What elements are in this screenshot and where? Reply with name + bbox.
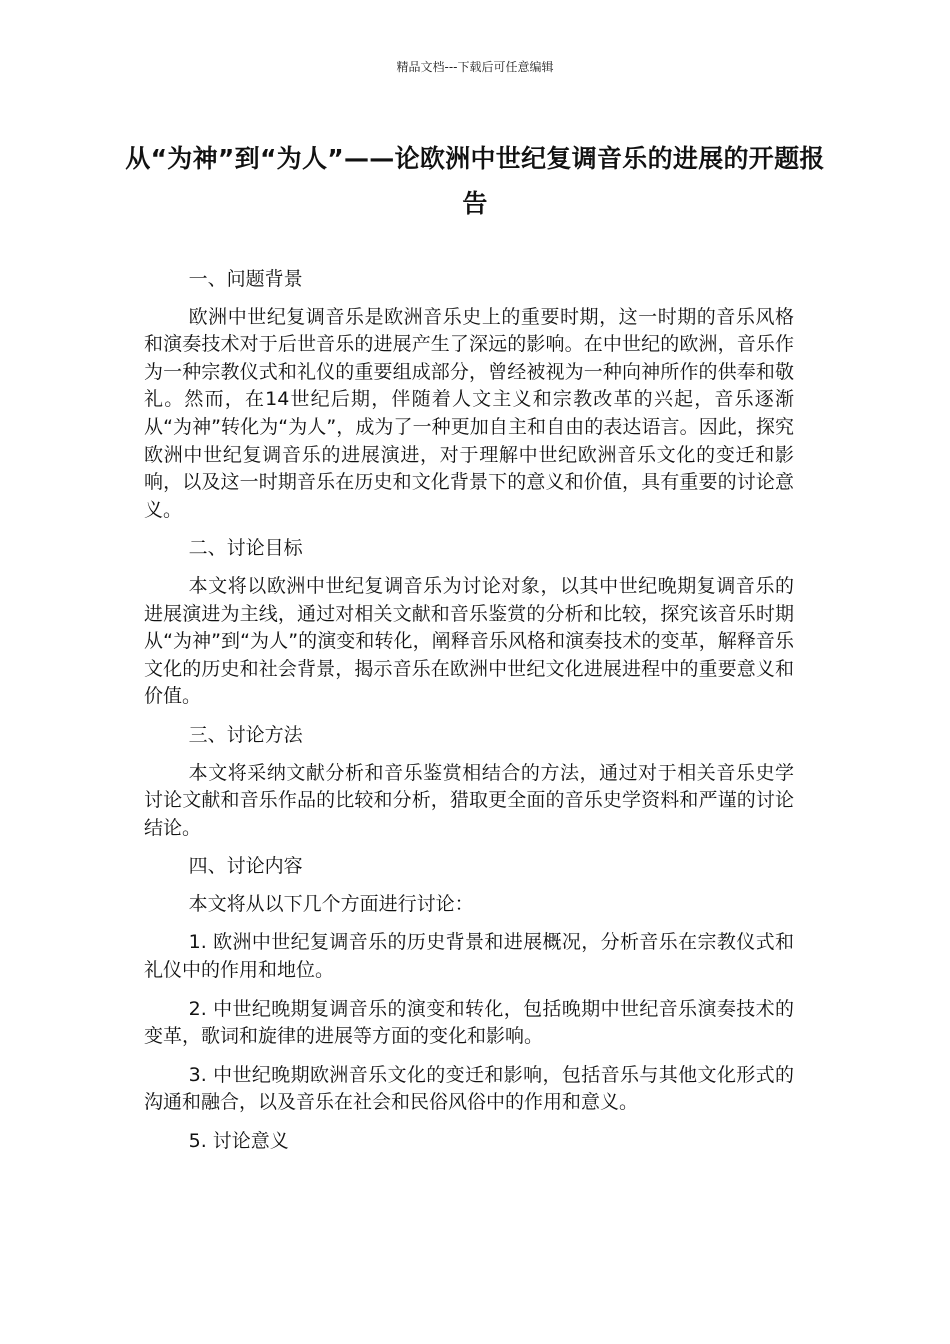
document-body	[144, 266, 794, 1166]
list-item-3: 3. 中世纪晚期欧洲音乐文化的变迁和影响，包括音乐与其他文化形式的沟通和融合，以及音乐在社会和民俗风俗中的作用和意义。	[144, 1063, 794, 1114]
paragraph-background: 欧洲中世纪复调音乐是欧洲音乐史上的重要时期，这一时期的音乐风格和演奏技术对于后世音乐的进展产生了深远的影响。在中世纪的欧洲，音乐作为一种宗教仪式和礼仪的重要组成部分，曾经被视为一种向神所作的供奉和敬礼。然而，在14世纪后期，伴随着人文主义和宗教改革的兴起，音乐逐渐从“为神”转化为“为人”，成为了一种更加自主和自由的表达语言。因此，探究欧洲中世纪复调音乐的进展演进，对于理解中世纪欧洲音乐文化的变迁和影响，以及这一时期音乐在历史和文化背景下的意义和价值，具有重要的讨论意义。	[144, 305, 794, 521]
page-header: 精品文档---下载后可任意编辑	[396, 60, 554, 74]
list-item-1: 1. 欧洲中世纪复调音乐的历史背景和进展概况，分析音乐在宗教仪式和礼仪中的作用和地位。	[144, 931, 794, 982]
document-title: 从“为神”到“为人”——论欧洲中世纪复调音乐的进展的开题报告	[125, 144, 825, 218]
section-heading-content: 四、讨论内容	[188, 855, 303, 878]
paragraph-methods: 本文将采纳文献分析和音乐鉴赏相结合的方法，通过对于相关音乐史学讨论文献和音乐作品的比较和分析，猎取更全面的音乐史学资料和严谨的讨论结论。	[144, 761, 794, 839]
paragraph-content-intro: 本文将从以下几个方面进行讨论：	[188, 892, 474, 915]
section-heading-background: 一、问题背景	[188, 268, 303, 290]
paragraph-objectives: 本文将以欧洲中世纪复调音乐为讨论对象，以其中世纪晚期复调音乐的进展演进为主线，通过对相关文献和音乐鉴赏的分析和比较，探究该音乐时期从“为神”到“为人”的演变和转化，阐释音乐风格和演奏技术的变革，解释音乐文化的历史和社会背景，揭示音乐在欧洲中世纪文化进展进程中的重要意义和价值。	[144, 574, 794, 708]
section-heading-significance: 5. 讨论意义	[188, 1130, 289, 1153]
section-heading-methods: 三、讨论方法	[188, 723, 303, 746]
section-heading-objectives: 二、讨论目标	[188, 537, 303, 560]
list-item-2: 2. 中世纪晚期复调音乐的演变和转化，包括晚期中世纪音乐演奏技术的变革，歌词和旋律的进展等方面的变化和影响。	[144, 997, 794, 1048]
